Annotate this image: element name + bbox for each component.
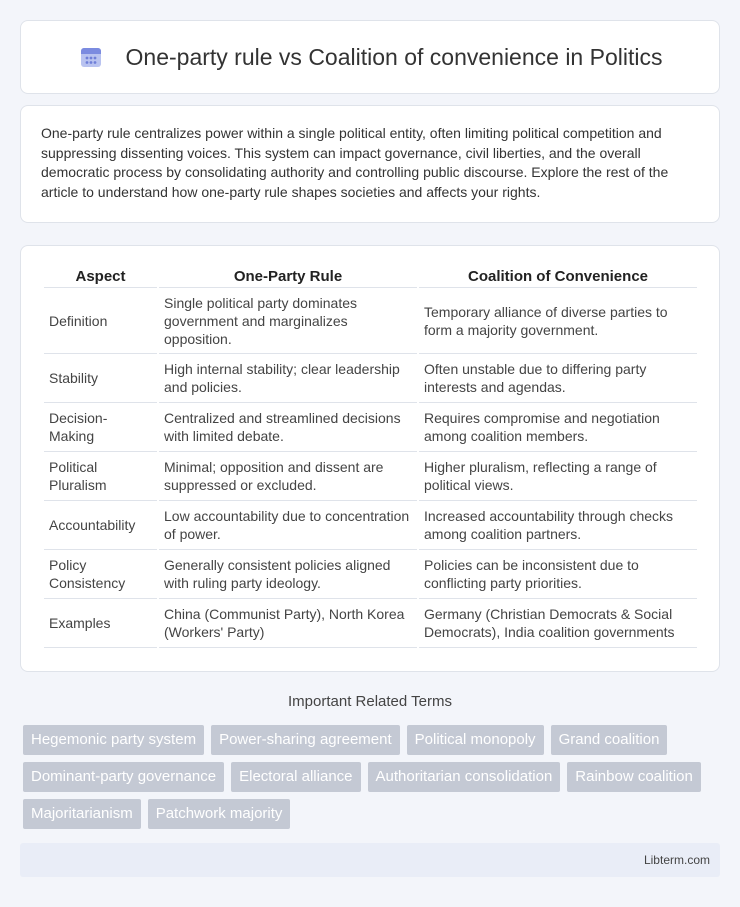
cell-aspect: Political Pluralism [44, 452, 157, 501]
page-title: One-party rule vs Coalition of convenience in Politics [125, 43, 663, 70]
cell-coalition: Germany (Christian Democrats & Social Democrats), India coalition governments [419, 599, 697, 648]
cell-one-party: Minimal; opposition and dissent are suppressed or excluded. [159, 452, 417, 501]
cell-aspect: Policy Consistency [44, 550, 157, 599]
related-terms-list [23, 725, 723, 829]
cell-one-party: Low accountability due to concentration of power. [159, 501, 417, 550]
related-terms-title: Important Related Terms [288, 693, 452, 710]
table-row [44, 452, 697, 501]
cell-coalition: Policies can be inconsistent due to conflicting party priorities. [419, 550, 697, 599]
cell-coalition: Requires compromise and negotiation among coalition members. [419, 403, 697, 452]
cell-coalition: Higher pluralism, reflecting a range of political views. [419, 452, 697, 501]
cell-one-party: Generally consistent policies aligned with ruling party ideology. [159, 550, 417, 599]
related-term-tag[interactable]: Power-sharing agreement [211, 725, 400, 755]
cell-aspect: Examples [44, 599, 157, 648]
related-term-tag[interactable]: Political monopoly [407, 725, 544, 755]
calendar-icon [78, 44, 104, 70]
comparison-card [20, 245, 720, 672]
cell-one-party: High internal stability; clear leadership and policies. [159, 354, 417, 403]
comparison-table [42, 264, 699, 648]
header-one-party: One-Party Rule [159, 264, 417, 288]
cell-aspect: Stability [44, 354, 157, 403]
related-term-tag[interactable]: Authoritarian consolidation [368, 762, 561, 792]
footer [20, 843, 720, 877]
table-row [44, 550, 697, 599]
table-row [44, 354, 697, 403]
cell-one-party: China (Communist Party), North Korea (Workers' Party) [159, 599, 417, 648]
header-coalition: Coalition of Convenience [419, 264, 697, 288]
related-term-tag[interactable]: Electoral alliance [231, 762, 360, 792]
header-aspect: Aspect [44, 264, 157, 288]
cell-one-party: Centralized and streamlined decisions with limited debate. [159, 403, 417, 452]
cell-coalition: Increased accountability through checks among coalition partners. [419, 501, 697, 550]
related-term-tag[interactable]: Rainbow coalition [567, 762, 701, 792]
footer-site-link[interactable]: Libterm.com [643, 853, 710, 867]
table-row [44, 288, 697, 354]
related-term-tag[interactable]: Majoritarianism [23, 799, 141, 829]
cell-one-party: Single political party dominates government and marginalizes opposition. [159, 288, 417, 354]
related-term-tag[interactable]: Patchwork majority [148, 799, 291, 829]
cell-coalition: Temporary alliance of diverse parties to form a majority government. [419, 288, 697, 354]
cell-coalition: Often unstable due to differing party interests and agendas. [419, 354, 697, 403]
cell-aspect: Accountability [44, 501, 157, 550]
cell-aspect: Decision-Making [44, 403, 157, 452]
table-row [44, 501, 697, 550]
header-card [20, 20, 720, 94]
table-row [44, 403, 697, 452]
intro-text: One-party rule centralizes power within a single political entity, often limiting political competition and suppressing dissenting voices. This system can impact governance, civil liberties, and the overall democratic process by consolidating authority and controlling public discourse. Explore the rest of the article to understand how one-party rule shapes societies and affects your rights. [41, 125, 669, 200]
intro-card [20, 105, 720, 223]
related-term-tag[interactable]: Grand coalition [551, 725, 668, 755]
related-term-tag[interactable]: Hegemonic party system [23, 725, 204, 755]
table-header-row [44, 264, 697, 288]
table-row [44, 599, 697, 648]
related-term-tag[interactable]: Dominant-party governance [23, 762, 224, 792]
cell-aspect: Definition [44, 288, 157, 354]
